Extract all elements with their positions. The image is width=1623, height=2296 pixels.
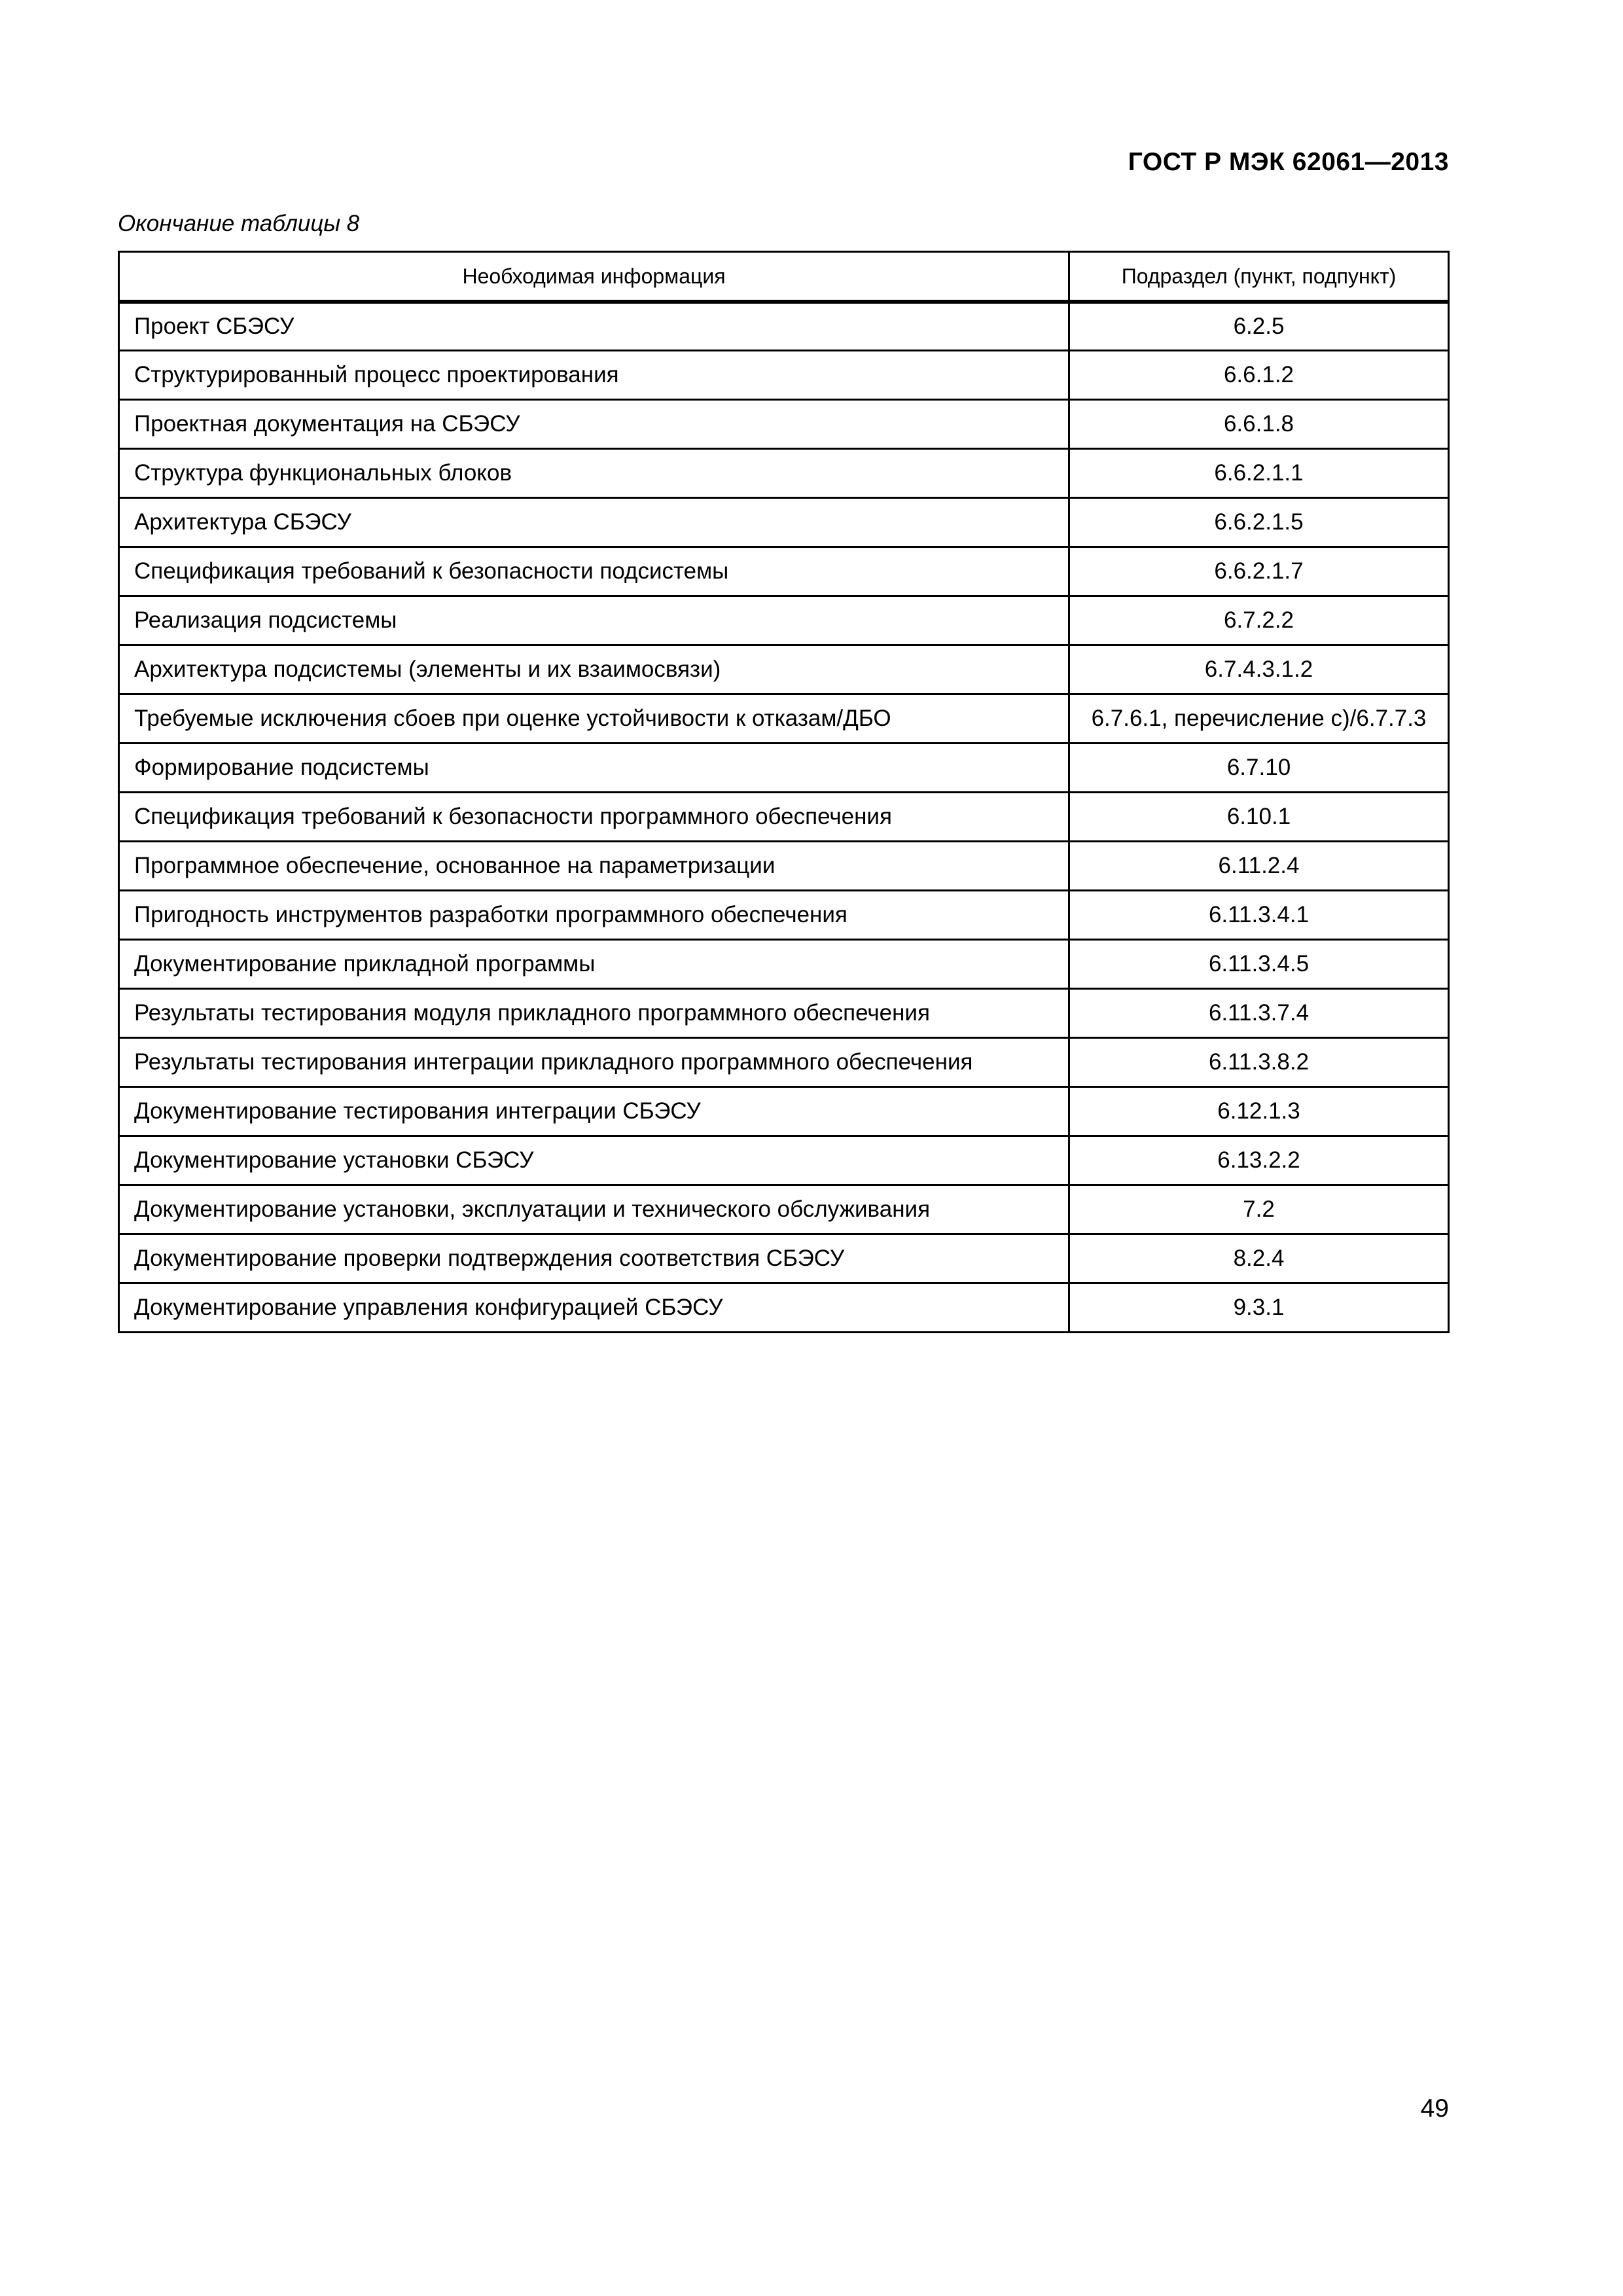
table-row (119, 1038, 1449, 1087)
table-row (119, 1136, 1449, 1185)
table-row (119, 498, 1449, 547)
table-row (119, 547, 1449, 596)
column-header-information: Необходимая информация (119, 252, 1069, 302)
subsection-reference-cell: 6.11.2.4 (1069, 842, 1449, 891)
table-row (119, 400, 1449, 449)
required-information-cell: Проектная документация на СБЭСУ (119, 400, 1069, 449)
table-row (119, 1283, 1449, 1333)
table-row (119, 1185, 1449, 1234)
required-information-cell: Реализация подсистемы (119, 596, 1069, 645)
subsection-reference-cell: 6.6.2.1.5 (1069, 498, 1449, 547)
document-code: ГОСТ Р МЭК 62061—2013 (1128, 148, 1449, 176)
required-information-cell: Архитектура подсистемы (элементы и их взаимосвязи) (119, 645, 1069, 694)
subsection-reference-cell: 8.2.4 (1069, 1234, 1449, 1283)
subsection-reference-cell: 6.6.1.8 (1069, 400, 1449, 449)
subsection-reference-cell: 6.6.1.2 (1069, 351, 1449, 400)
table-caption: Окончание таблицы 8 (118, 211, 360, 236)
subsection-reference-cell: 6.7.2.2 (1069, 596, 1449, 645)
required-information-cell: Результаты тестирования модуля прикладного программного обеспечения (119, 989, 1069, 1038)
subsection-reference-cell: 6.10.1 (1069, 793, 1449, 842)
table-row (119, 744, 1449, 793)
subsection-reference-cell: 6.12.1.3 (1069, 1087, 1449, 1136)
subsection-reference-cell: 6.7.6.1, перечисление с)/6.7.7.3 (1069, 694, 1449, 744)
required-information-cell: Структура функциональных блоков (119, 449, 1069, 498)
subsection-reference-cell: 7.2 (1069, 1185, 1449, 1234)
subsection-reference-cell: 6.11.3.7.4 (1069, 989, 1449, 1038)
subsection-reference-cell: 6.6.2.1.7 (1069, 547, 1449, 596)
table-row (119, 891, 1449, 940)
subsection-reference-cell: 6.11.3.4.5 (1069, 940, 1449, 989)
subsection-reference-cell: 9.3.1 (1069, 1283, 1449, 1333)
required-information-cell: Формирование подсистемы (119, 744, 1069, 793)
required-information-cell: Пригодность инструментов разработки программного обеспечения (119, 891, 1069, 940)
table-header-row (119, 252, 1449, 302)
table-row (119, 842, 1449, 891)
required-information-cell: Требуемые исключения сбоев при оценке устойчивости к отказам/ДБО (119, 694, 1069, 744)
subsection-reference-cell: 6.7.10 (1069, 744, 1449, 793)
required-information-cell: Документирование установки СБЭСУ (119, 1136, 1069, 1185)
table-row (119, 940, 1449, 989)
subsection-reference-cell: 6.7.4.3.1.2 (1069, 645, 1449, 694)
subsection-reference-cell: 6.11.3.4.1 (1069, 891, 1449, 940)
required-information-cell: Спецификация требований к безопасности программного обеспечения (119, 793, 1069, 842)
page-number: 49 (1420, 2094, 1449, 2123)
subsection-reference-cell: 6.6.2.1.1 (1069, 449, 1449, 498)
required-information-cell: Результаты тестирования интеграции прикладного программного обеспечения (119, 1038, 1069, 1087)
subsection-reference-cell: 6.2.5 (1069, 302, 1449, 351)
required-information-cell: Архитектура СБЭСУ (119, 498, 1069, 547)
table-row (119, 1087, 1449, 1136)
table-row (119, 596, 1449, 645)
table-row (119, 351, 1449, 400)
subsection-reference-cell: 6.13.2.2 (1069, 1136, 1449, 1185)
subsection-reference-cell: 6.11.3.8.2 (1069, 1038, 1449, 1087)
table-body (119, 302, 1449, 1333)
required-information-cell: Документирование тестирования интеграции СБЭСУ (119, 1087, 1069, 1136)
table-row (119, 793, 1449, 842)
required-information-cell: Проект СБЭСУ (119, 302, 1069, 351)
table-row (119, 645, 1449, 694)
column-header-subsection: Подраздел (пункт, подпункт) (1069, 252, 1449, 302)
required-information-cell: Структурированный процесс проектирования (119, 351, 1069, 400)
table-row (119, 1234, 1449, 1283)
required-information-cell: Документирование управления конфигурацией СБЭСУ (119, 1283, 1069, 1333)
table-row (119, 989, 1449, 1038)
table-row (119, 302, 1449, 351)
required-information-cell: Спецификация требований к безопасности подсистемы (119, 547, 1069, 596)
required-information-cell: Документирование установки, эксплуатации и технического обслуживания (119, 1185, 1069, 1234)
required-information-cell: Программное обеспечение, основанное на параметризации (119, 842, 1069, 891)
information-table (118, 251, 1450, 1333)
required-information-cell: Документирование проверки подтверждения соответствия СБЭСУ (119, 1234, 1069, 1283)
table-row (119, 449, 1449, 498)
table-row (119, 694, 1449, 744)
required-information-cell: Документирование прикладной программы (119, 940, 1069, 989)
